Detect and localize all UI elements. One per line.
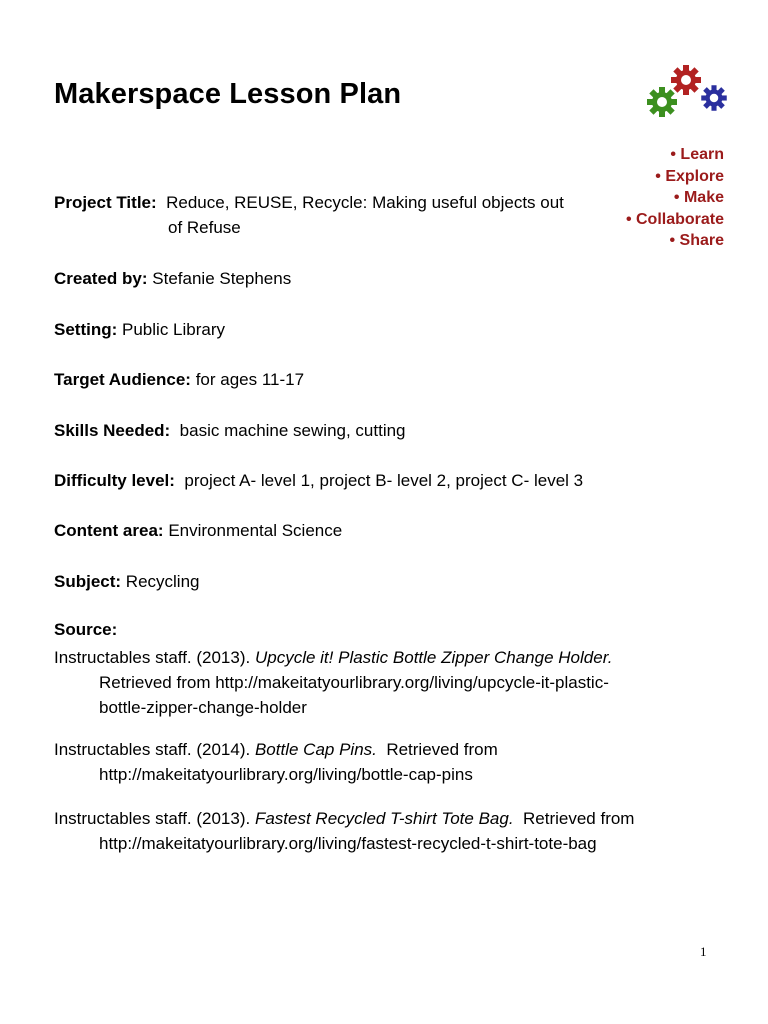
field-label: Subject: xyxy=(54,572,122,591)
target-audience-field xyxy=(54,367,304,392)
tagline-share: • Share xyxy=(669,232,724,249)
reference-author: Instructables staff. (2014). xyxy=(54,740,255,759)
reference-retrieved-continued: http://makeitatyourlibrary.org/living/fastest-recycled-t-shirt-tote-bag xyxy=(99,834,597,853)
reference-item xyxy=(54,737,704,787)
field-value-continued: of Refuse xyxy=(168,218,241,237)
page-number: 1 xyxy=(700,944,707,959)
page-title: Makerspace Lesson Plan xyxy=(54,78,402,110)
reference-retrieved: Retrieved from http://makeitatyourlibrary.org/living/upcycle-it-plastic- xyxy=(99,673,609,692)
gears-icon xyxy=(644,62,736,126)
field-label: Difficulty level: xyxy=(54,471,175,490)
green-gear-icon xyxy=(647,87,677,117)
tagline-explore: • Explore xyxy=(655,167,724,185)
field-value: Reduce, REUSE, Recycle: Making useful objects out xyxy=(166,193,564,212)
field-value: basic machine sewing, cutting xyxy=(179,421,406,440)
subject-field xyxy=(54,569,200,594)
reference-work: Upcycle it! Plastic Bottle Zipper Change Holder. xyxy=(254,648,613,667)
reference-work: Bottle Cap Pins. xyxy=(254,740,377,759)
reference-item xyxy=(54,645,704,720)
reference-retrieved: Retrieved from xyxy=(376,740,498,759)
field-value: Recycling xyxy=(125,572,200,591)
tagline-collaborate: • Collaborate xyxy=(625,210,724,228)
field-label: Setting: xyxy=(54,320,118,339)
project-title-field xyxy=(54,190,564,240)
makerspace-logo xyxy=(608,62,738,252)
blue-gear-icon xyxy=(701,85,727,111)
created-by-field xyxy=(54,266,291,291)
field-value: Public Library xyxy=(122,320,226,339)
tagline-make: • Make xyxy=(673,189,724,206)
reference-item xyxy=(54,806,704,856)
red-gear-icon xyxy=(671,65,701,95)
logo-taglines xyxy=(626,144,724,252)
field-label: Skills Needed: xyxy=(54,421,171,440)
reference-retrieved-continued: http://makeitatyourlibrary.org/living/bottle-cap-pins xyxy=(99,765,473,784)
difficulty-level-field xyxy=(54,468,583,493)
reference-author: Instructables staff. (2013). xyxy=(54,809,255,828)
field-value: for ages 11-17 xyxy=(195,370,305,389)
field-label: Target Audience: xyxy=(54,370,191,389)
reference-work: Fastest Recycled T-shirt Tote Bag. xyxy=(254,809,514,828)
field-value: Stefanie Stephens xyxy=(152,269,292,288)
sources-heading: Source: xyxy=(54,620,118,639)
content-area-field xyxy=(54,518,342,543)
field-label: Created by: xyxy=(54,269,148,288)
reference-retrieved: Retrieved from xyxy=(513,809,635,828)
setting-field xyxy=(54,317,225,342)
skills-needed-field xyxy=(54,418,406,443)
field-label: Project Title: xyxy=(54,193,157,212)
reference-author: Instructables staff. (2013). xyxy=(54,648,255,667)
field-label: Content area: xyxy=(54,521,164,540)
reference-retrieved-continued: bottle-zipper-change-holder xyxy=(99,698,307,717)
tagline-learn: • Learn xyxy=(670,146,724,163)
field-value: project A- level 1, project B- level 2, project C- level 3 xyxy=(184,471,584,490)
field-value: Environmental Science xyxy=(168,521,343,540)
